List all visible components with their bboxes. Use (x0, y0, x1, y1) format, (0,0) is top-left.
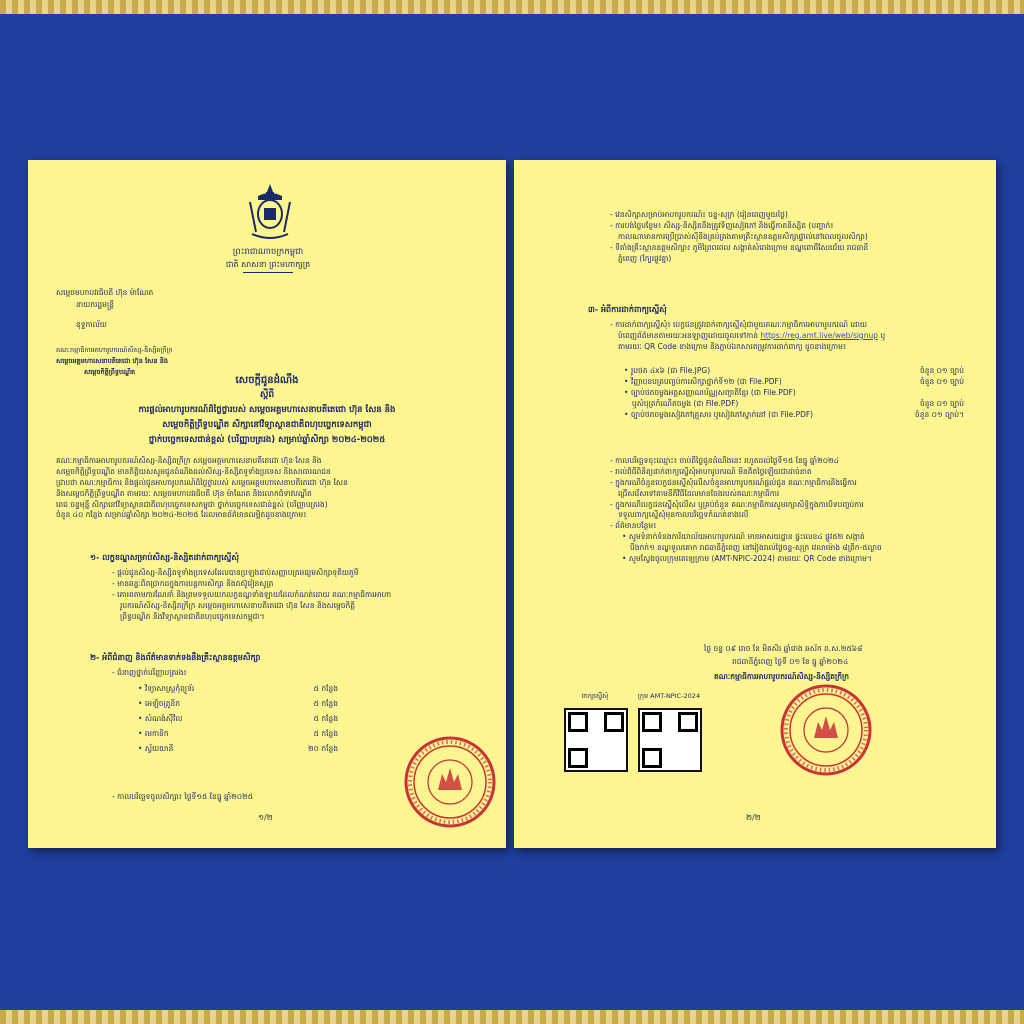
list-item: ទទួលពាក្យស្នើសុំមុនកាលបរិច្ឆេទកំណត់ខាងលើ (618, 510, 749, 520)
list-item: - វេនសិក្សាសម្រាប់អាហារូបករណ៍៖ ចន្ទ-សុក្រ (រៀនពេញមួយថ្ងៃ) (610, 210, 788, 219)
body-line: គណៈកម្មាធិការអាហារូបករណ៍សិស្ស-និស្សិតក្រីក្រ សម្តេចអគ្គមហាសេនាបតីតេជោ ហ៊ុន សែន និង (56, 456, 322, 465)
section2-title: ២- អំពីជំនាញ និងព័ត៌មានទាក់ទងនឹងគ្រឹះស្ថានឧត្តមសិក្សា (90, 653, 261, 662)
apply-line: បំពេញព័ត៌មានតាមរយៈអនឡាញដោយចូលទៅកាន់ https://reg.amt.live/web/signup ឬ (618, 330, 886, 340)
list-item: • សូមទំនាក់ទំនងការិយាល័យអាហារូបករណ៍ មានអាសយដ្ឋាន ផ្ទះលេខ៤ ផ្លូវ៥២ សង្កាត់ (622, 532, 865, 542)
list-item: - ក្នុងករណីចំនួនបេក្ខជនស្នើសុំលើសចំនួនអាហារូបករណ៍ផ្តល់ជូន គណៈកម្មាធិការនឹងធ្វើការ (610, 477, 857, 487)
skills-list (138, 684, 338, 754)
skills-title: - ជំនាញថ្នាក់បរិញ្ញាបត្ររង៖ (112, 668, 187, 677)
list-item: ព្រឹទ្ធបណ្ឌិត និងវិទ្យាស្ថានជាតិពហុបច្ចេកទេសកម្ពុជា។ (120, 611, 265, 621)
official-seal-stamp (402, 734, 498, 830)
signatory: គណៈកម្មាធិការអាហារូបករណ៍សិស្ស-និស្សិតក្រីក្រ (714, 672, 850, 681)
signup-qr-code[interactable] (564, 708, 628, 772)
decorative-border-top (0, 0, 1024, 14)
page-number: ២/២ (746, 813, 761, 823)
list-item: ជ្រើសរើសទៅតាមនីតិវិធីដែលមានចែងរបស់គណៈកម្មាធិការ (618, 488, 780, 498)
list-item: បឹងកក់១ ខណ្ឌទួលគោក រាជធានីភ្នំពេញ នៅរៀងរាល់ថ្ងៃចន្ទ-សុក្រ វេលាម៉ោង ៨ព្រឹក-៥ល្ងាច (630, 543, 882, 552)
list-item: • សូមស្វែងចូលក្រុមតេឡេក្រាម (AMT-NPIC-2024) តាមរយៈ QR Code ខាងក្រោម។ (622, 553, 872, 563)
list-item: • វិទ្យាសាស្ត្រកុំព្យូទ័រ ៥ កន្លែង (138, 684, 338, 693)
list-item: - មានឆន្ទៈពិតប្រាកដក្នុងការបន្តការសិក្សា និងតស៊ូរៀនសូត្រ (112, 578, 274, 588)
list-item: - ការបង់ថ្លៃបន្ថែម៖ សិស្ស-និស្សិតនឹងត្រូវទិញសៀវភៅ និងធ្វើកាតនិស្សិត (បញ្ហាក់៖ (610, 220, 834, 230)
page-number: ១/២ (258, 813, 273, 823)
telegram-qr-code[interactable] (638, 708, 702, 772)
list-item: - ទីតាំងគ្រឹះស្ថានឧត្តមសិក្សា៖ ភូមិព្រៃពពេល សង្កាត់សំរោងក្រោម ខណ្ឌពោធិ៍សែនជ័យ រាជធានី (610, 242, 869, 252)
org-left-2: នាយករដ្ឋមន្ត្រី (76, 300, 114, 309)
org-left-1: សម្តេចមហាបវរធិបតី ហ៊ុន ម៉ាណែត (56, 288, 154, 297)
notice-title: សេចក្តីជូនដំណឹង (235, 375, 299, 386)
motto: ជាតិ សាសនា ព្រះមហាក្សត្រ (225, 260, 311, 269)
qr2-label: ក្រុម AMT-NPIC-2024 (637, 692, 701, 700)
qr1-label: ពាក្យស្នើសុំ (581, 692, 609, 700)
body-line: សម្តេចកិត្តិព្រឹទ្ធបណ្ឌិត មានកិត្តិយសសូមជូនដំណឹងដល់សិស្ស-និស្សិតទូទាំងប្រទេស និងសាធារណជន (56, 466, 331, 476)
section1-list (112, 568, 492, 622)
apply-info (610, 320, 990, 353)
subject-line-3: ថ្នាក់បច្ចេកទេសជាន់ខ្ពស់ (បរិញ្ញាបត្ររង) សម្រាប់ឆ្នាំសិក្សា ២០២៤-២០២៥ (148, 435, 386, 445)
committee-line-3: សម្តេចកិត្តិព្រឹទ្ធបណ្ឌិត (84, 368, 136, 376)
study-period: - កាលបរិច្ឆេទចូលសិក្សា៖ ថ្ងៃទី១៥ ខែធ្នូ ឆ្នាំ២០២៥ (112, 792, 254, 801)
official-seal-stamp (778, 682, 874, 778)
decorative-border-bottom (0, 1010, 1024, 1024)
notice-body (56, 456, 486, 521)
list-item: • អេឡិចត្រូនិក ៥ កន្លែង (138, 698, 338, 708)
info-list-bottom (610, 456, 990, 565)
committee-line-2: សម្តេចអគ្គមហាសេនាបតីតេជោ ហ៊ុន សែន និង (56, 357, 169, 365)
subject-line-2: សម្តេចកិត្តិព្រឹទ្ធបណ្ឌិត សិក្សានៅវិទ្យាស្ថានជាតិពហុបច្ចេកទេសកម្ពុជា (162, 420, 372, 430)
list-item: ឬសំបុត្រកំណើតចម្លង (ជា File.PDF) ចំនួន ០១ ច្បាប់ (632, 398, 964, 408)
royal-emblem-icon (242, 182, 298, 244)
list-item: • មេកានិក ៥ កន្លែង (138, 728, 338, 738)
document-page-1 (28, 160, 506, 848)
list-item: • ស្វ័យយានី ២០ កន្លែង (138, 743, 338, 753)
list-item: រូបករណ៍សិស្ស-និស្សិតក្រីក្រ សម្តេចអគ្គមហាសេនាបតីតេជោ ហ៊ុន សែន និងសម្តេចកិត្តិ (120, 600, 356, 610)
gregorian-date: រាជធានីភ្នំពេញ ថ្ងៃទី ០១ ខែ ធ្នូ ឆ្នាំ២០២៤ (732, 657, 849, 666)
list-item: ភ្នំពេញ (ក្បែរផ្លូវគ្នា) (618, 253, 672, 263)
body-line: ជ្រាបថា គណៈកម្មាធិការ និងផ្តល់ជូនអាហារូបករណ៍ដ៏ថ្លៃថ្លារបស់ សម្តេចអគ្គមហាសេនាបតីតេជោ ហ៊ុន សែន (56, 477, 348, 487)
signup-link[interactable]: https://reg.amt.live/web/signup (760, 330, 878, 340)
list-item: - ក្នុងករណីបេក្ខជនស្នើសុំលើស ឬគ្រប់ចំនួន គណៈកម្មាធិការសូមរក្សាសិទ្ធិក្នុងការបិទបញ្ចប់ការ (610, 499, 864, 509)
document-page-2 (514, 160, 996, 848)
motto-divider (243, 272, 293, 273)
list-item: • រូបថត ៤x៦ (ជា File.JPG) ចំនួន ០១ ច្បាប់ (624, 366, 964, 375)
list-item: - ព័ត៌មានបន្ថែម៖ (610, 521, 657, 531)
list-item: កាលណាមានការប្រើប្រាស់ស៊ីនឹងគ្រប់គ្រងតាមគ្រឹះស្ថានឧត្តមសិក្សាផ្ទាល់នៅពេលចូលសិក្សា) (618, 231, 868, 241)
body-line: ចំនួន ៤០ កន្លែង សម្រាប់ឆ្នាំសិក្សា ២០២៤-២០២៥ ដែលមានព័ត៌មានលម្អិតដូចខាងក្រោម៖ (56, 510, 307, 520)
docs-list (624, 366, 964, 420)
subject-line-1: ការផ្តល់អាហារូបករណ៍ដ៏ថ្លៃថ្លារបស់ សម្តេចអគ្គមហាសេនាបតីតេជោ ហ៊ុន សែន និង (138, 405, 396, 415)
list-item: • ច្បាប់ថតចម្លងអត្តសញ្ញាណប័ណ្ណសញ្ជាតិខ្មែរ (ជា File.PDF) (624, 387, 796, 397)
notice-about: ស្តីពី (259, 390, 275, 400)
list-item: - ផ្តល់ជូនសិស្ស-និស្សិតទូទាំងប្រទេសដែលបានប្រឡងជាប់សញ្ញាបត្រមធ្យមសិក្សាទុតិយភូមិ (112, 568, 359, 577)
section3-title: ៣- អំពីការដាក់ពាក្យស្នើសុំ (588, 305, 667, 314)
list-item: • សំណង់ស៊ីវិល ៥ កន្លែង (138, 713, 338, 723)
list-item: - កាលបរិច្ឆេទចុះឈ្មោះ៖ ចាប់ពីថ្ងៃជូនដំណឹងនេះ រហូតដល់ថ្ងៃទី១៥ ខែធ្នូ ឆ្នាំ២០២៤ (610, 456, 840, 465)
committee-line-1: គណៈកម្មាធិការអាហារូបករណ៍សិស្ស-និស្សិតក្រីក្រ (56, 346, 173, 354)
kingdom-line: ព្រះរាជាណាចក្រកម្ពុជា (232, 247, 304, 257)
body-line: ពេជ ចន្ទមុន្នី សិក្សានៅវិទ្យាស្ថានជាតិពហុបច្ចេកទេសកម្ពុជា ថ្នាក់បច្ចេកទេសជាន់ខ្ពស់ (បរិញ្ញាបត្ររង) (56, 499, 328, 509)
apply-line: តាមរយៈ QR Code ខាងក្រោម និងភ្ជាប់ឯកសារតម្រូវការដាក់ពាក្យ ដូចខាងក្រោម៖ (618, 341, 847, 351)
info-list-top (610, 210, 990, 264)
lunar-date: ថ្ងៃ ចន្ទ ០៩ រោច ខែ មិគសិរ ឆ្នាំរោង ឆស័ក ព.ស.២៥៦៨ (704, 644, 863, 653)
list-item: - រាល់ពិធីពិនិត្យដាក់ពាក្យស្នើសុំអាហារូបករណ៍ មិនគិតថ្លៃឡើយជាដាច់ខាត (610, 466, 812, 476)
list-item: - គោរពតាមការណែនាំ និងព្រមទទួលយកលក្ខខណ្ឌទាំងឡាយដែលកំណត់ដោយ គណៈកម្មាធិការអាហា (112, 589, 392, 599)
list-item: • វិញ្ញាបនបត្របញ្ចប់ការសិក្សាថ្នាក់ទី១២ (ជា File.PDF) ចំនួន ០១ ច្បាប់ (624, 376, 964, 386)
list-item: • ច្បាប់ថតចម្លងសៀវភៅគ្រួសារ ឬសៀវភៅស្នាក់នៅ (ជា File.PDF) ចំនួន ០១ ច្បាប់។ (624, 409, 964, 419)
apply-line: - ការដាក់ពាក្យស្នើសុំ៖ បេក្ខជនត្រូវដាក់ពាក្យស្នើសុំជាមួយគណៈកម្មាធិការអាហារូបករណ៍ ដោយ (610, 320, 868, 329)
section1-title: ១- លក្ខខណ្ឌសម្រាប់សិស្ស-និស្សិតដាក់ពាក្យស្នើសុំ (90, 553, 240, 562)
body-line: និងសម្តេចកិត្តិព្រឹទ្ធបណ្ឌិត តាមរយៈ សម្តេចមហាបវរធិបតី ហ៊ុន ម៉ាណែត និងលោកជំទាវបណ្ឌិត (56, 488, 312, 498)
cabinet-label: ខុទ្ទកាល័យ (76, 320, 107, 329)
